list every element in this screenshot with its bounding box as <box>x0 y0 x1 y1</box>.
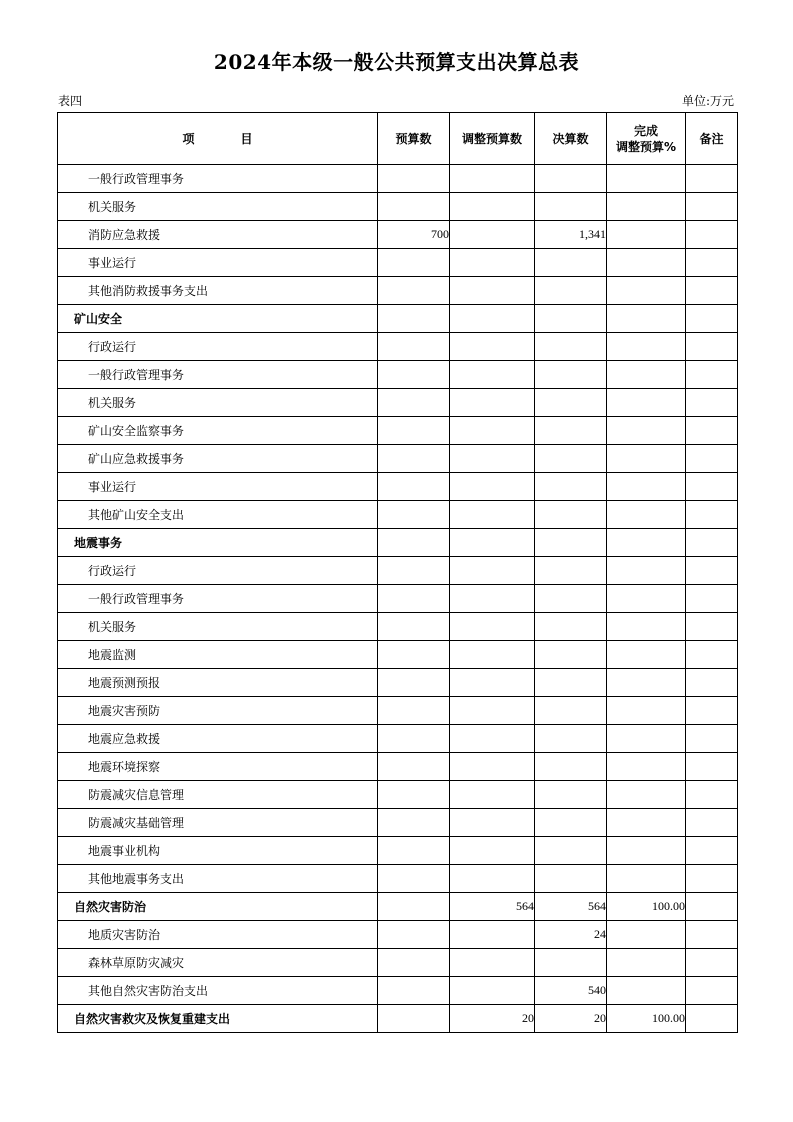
row-adjusted-cell <box>450 809 535 837</box>
row-adjusted-cell <box>450 753 535 781</box>
row-note-cell <box>686 585 738 613</box>
row-budget-cell: 700 <box>378 221 450 249</box>
table-row <box>58 557 738 585</box>
row-budget-cell <box>378 893 450 921</box>
row-final-cell <box>535 669 607 697</box>
row-item-cell: 行政运行 <box>58 557 378 585</box>
row-adjusted-cell <box>450 333 535 361</box>
row-final-cell <box>535 781 607 809</box>
row-completion-cell <box>607 697 686 725</box>
row-note-cell <box>686 557 738 585</box>
row-completion-cell <box>607 361 686 389</box>
row-budget-cell <box>378 165 450 193</box>
header-completion-line1: 完成 <box>633 123 658 138</box>
row-adjusted-cell <box>450 725 535 753</box>
row-item-cell: 机关服务 <box>58 613 378 641</box>
row-item-cell: 矿山安全监察事务 <box>58 417 378 445</box>
row-completion-cell <box>607 613 686 641</box>
row-item-cell: 矿山安全 <box>58 305 378 333</box>
table-row <box>58 221 738 249</box>
table-row <box>58 641 738 669</box>
row-final-cell <box>535 445 607 473</box>
row-budget-cell <box>378 193 450 221</box>
row-completion-cell <box>607 977 686 1005</box>
row-adjusted-cell <box>450 557 535 585</box>
row-adjusted-cell <box>450 361 535 389</box>
row-adjusted-cell <box>450 921 535 949</box>
row-final-cell <box>535 529 607 557</box>
row-completion-cell <box>607 669 686 697</box>
row-item-cell: 机关服务 <box>58 193 378 221</box>
row-note-cell <box>686 977 738 1005</box>
row-note-cell <box>686 921 738 949</box>
row-budget-cell <box>378 809 450 837</box>
row-final-cell <box>535 305 607 333</box>
table-row <box>58 893 738 921</box>
row-completion-cell <box>607 445 686 473</box>
row-adjusted-cell <box>450 445 535 473</box>
row-item-cell: 事业运行 <box>58 249 378 277</box>
header-final: 决算数 <box>535 113 607 165</box>
row-budget-cell <box>378 697 450 725</box>
table-row <box>58 417 738 445</box>
header-item-b: 目 <box>240 131 253 146</box>
row-completion-cell <box>607 753 686 781</box>
row-item-cell: 自然灾害救灾及恢复重建支出 <box>58 1005 378 1033</box>
row-note-cell <box>686 949 738 977</box>
table-row <box>58 473 738 501</box>
table-row <box>58 977 738 1005</box>
row-note-cell <box>686 781 738 809</box>
row-completion-cell <box>607 389 686 417</box>
row-final-cell <box>535 473 607 501</box>
table-row <box>58 809 738 837</box>
header-item-a: 项 <box>182 131 195 146</box>
row-completion-cell <box>607 585 686 613</box>
row-note-cell <box>686 1005 738 1033</box>
row-completion-cell <box>607 333 686 361</box>
row-final-cell <box>535 333 607 361</box>
header-item <box>58 113 378 165</box>
row-note-cell <box>686 501 738 529</box>
row-completion-cell <box>607 529 686 557</box>
row-completion-cell <box>607 249 686 277</box>
row-adjusted-cell <box>450 473 535 501</box>
row-completion-cell <box>607 277 686 305</box>
row-note-cell <box>686 473 738 501</box>
row-completion-cell <box>607 809 686 837</box>
table-row <box>58 165 738 193</box>
row-item-cell: 地震事务 <box>58 529 378 557</box>
row-note-cell <box>686 753 738 781</box>
row-completion-cell <box>607 557 686 585</box>
table-row <box>58 865 738 893</box>
row-completion-cell: 100.00 <box>607 1005 686 1033</box>
row-item-cell: 自然灾害防治 <box>58 893 378 921</box>
row-item-cell: 其他自然灾害防治支出 <box>58 977 378 1005</box>
row-completion-cell <box>607 725 686 753</box>
row-budget-cell <box>378 949 450 977</box>
row-note-cell <box>686 361 738 389</box>
row-adjusted-cell <box>450 417 535 445</box>
row-completion-cell: 100.00 <box>607 893 686 921</box>
table-row <box>58 781 738 809</box>
row-adjusted-cell <box>450 585 535 613</box>
row-completion-cell <box>607 165 686 193</box>
row-note-cell <box>686 193 738 221</box>
unit-label: 单位:万元 <box>681 94 734 108</box>
row-budget-cell <box>378 1005 450 1033</box>
row-adjusted-cell <box>450 277 535 305</box>
row-note-cell <box>686 809 738 837</box>
row-budget-cell <box>378 921 450 949</box>
row-note-cell <box>686 445 738 473</box>
header-adjusted: 调整预算数 <box>450 113 535 165</box>
row-item-cell: 地质灾害防治 <box>58 921 378 949</box>
row-note-cell <box>686 277 738 305</box>
row-note-cell <box>686 725 738 753</box>
row-note-cell <box>686 389 738 417</box>
row-adjusted-cell <box>450 781 535 809</box>
row-final-cell <box>535 949 607 977</box>
row-budget-cell <box>378 977 450 1005</box>
row-adjusted-cell <box>450 613 535 641</box>
row-item-cell: 地震监测 <box>58 641 378 669</box>
table-row <box>58 501 738 529</box>
header-budget: 预算数 <box>378 113 450 165</box>
row-item-cell: 一般行政管理事务 <box>58 585 378 613</box>
row-completion-cell <box>607 949 686 977</box>
row-note-cell <box>686 249 738 277</box>
row-adjusted-cell <box>450 501 535 529</box>
table-row <box>58 445 738 473</box>
row-final-cell <box>535 361 607 389</box>
row-completion-cell <box>607 417 686 445</box>
row-budget-cell <box>378 389 450 417</box>
header-row <box>58 113 738 165</box>
row-adjusted-cell <box>450 949 535 977</box>
row-budget-cell <box>378 837 450 865</box>
row-adjusted-cell: 564 <box>450 893 535 921</box>
table-number: 表四 <box>58 94 83 108</box>
row-adjusted-cell <box>450 697 535 725</box>
row-completion-cell <box>607 865 686 893</box>
row-adjusted-cell <box>450 305 535 333</box>
row-budget-cell <box>378 473 450 501</box>
table-row <box>58 837 738 865</box>
row-adjusted-cell <box>450 221 535 249</box>
row-note-cell <box>686 865 738 893</box>
row-final-cell: 24 <box>535 921 607 949</box>
row-completion-cell <box>607 193 686 221</box>
table-row <box>58 725 738 753</box>
row-final-cell <box>535 165 607 193</box>
row-adjusted-cell <box>450 641 535 669</box>
row-completion-cell <box>607 641 686 669</box>
row-adjusted-cell <box>450 529 535 557</box>
row-final-cell: 564 <box>535 893 607 921</box>
row-final-cell <box>535 641 607 669</box>
row-final-cell <box>535 865 607 893</box>
row-budget-cell <box>378 781 450 809</box>
row-budget-cell <box>378 277 450 305</box>
row-budget-cell <box>378 585 450 613</box>
row-note-cell <box>686 417 738 445</box>
row-final-cell <box>535 501 607 529</box>
row-item-cell: 行政运行 <box>58 333 378 361</box>
row-final-cell <box>535 249 607 277</box>
row-final-cell: 540 <box>535 977 607 1005</box>
table-row <box>58 305 738 333</box>
row-adjusted-cell <box>450 669 535 697</box>
header-completion <box>607 113 686 165</box>
row-final-cell <box>535 417 607 445</box>
row-final-cell <box>535 557 607 585</box>
row-note-cell <box>686 669 738 697</box>
header-note: 备注 <box>686 113 738 165</box>
table-row <box>58 1005 738 1033</box>
row-final-cell <box>535 277 607 305</box>
row-item-cell: 森林草原防灾减灾 <box>58 949 378 977</box>
row-note-cell <box>686 333 738 361</box>
row-final-cell <box>535 837 607 865</box>
row-note-cell <box>686 529 738 557</box>
row-item-cell: 防震减灾信息管理 <box>58 781 378 809</box>
row-item-cell: 一般行政管理事务 <box>58 361 378 389</box>
table-row <box>58 389 738 417</box>
row-final-cell <box>535 697 607 725</box>
row-budget-cell <box>378 305 450 333</box>
row-adjusted-cell <box>450 865 535 893</box>
row-budget-cell <box>378 249 450 277</box>
row-budget-cell <box>378 333 450 361</box>
row-adjusted-cell <box>450 165 535 193</box>
row-final-cell <box>535 809 607 837</box>
table-row <box>58 193 738 221</box>
row-final-cell <box>535 389 607 417</box>
row-final-cell <box>535 753 607 781</box>
table-row <box>58 949 738 977</box>
row-note-cell <box>686 893 738 921</box>
row-completion-cell <box>607 305 686 333</box>
row-adjusted-cell <box>450 193 535 221</box>
row-final-cell <box>535 725 607 753</box>
row-budget-cell <box>378 445 450 473</box>
row-final-cell <box>535 585 607 613</box>
row-item-cell: 地震应急救援 <box>58 725 378 753</box>
table-row <box>58 697 738 725</box>
row-final-cell <box>535 193 607 221</box>
row-item-cell: 其他消防救援事务支出 <box>58 277 378 305</box>
row-adjusted-cell <box>450 977 535 1005</box>
row-budget-cell <box>378 529 450 557</box>
row-item-cell: 机关服务 <box>58 389 378 417</box>
row-note-cell <box>686 641 738 669</box>
table-row <box>58 529 738 557</box>
row-final-cell: 1,341 <box>535 221 607 249</box>
header-completion-line2: 调整预算% <box>615 139 677 154</box>
row-completion-cell <box>607 837 686 865</box>
table-row <box>58 277 738 305</box>
budget-table <box>57 112 738 1033</box>
row-completion-cell <box>607 501 686 529</box>
row-note-cell <box>686 165 738 193</box>
table-row <box>58 613 738 641</box>
row-item-cell: 一般行政管理事务 <box>58 165 378 193</box>
row-budget-cell <box>378 361 450 389</box>
row-item-cell: 其他地震事务支出 <box>58 865 378 893</box>
table-row <box>58 753 738 781</box>
table-row <box>58 333 738 361</box>
row-item-cell: 消防应急救援 <box>58 221 378 249</box>
table-row <box>58 249 738 277</box>
row-completion-cell <box>607 473 686 501</box>
row-budget-cell <box>378 753 450 781</box>
row-completion-cell <box>607 921 686 949</box>
row-note-cell <box>686 221 738 249</box>
row-item-cell: 地震环境探察 <box>58 753 378 781</box>
row-budget-cell <box>378 865 450 893</box>
table-row <box>58 921 738 949</box>
row-item-cell: 矿山应急救援事务 <box>58 445 378 473</box>
row-budget-cell <box>378 641 450 669</box>
row-item-cell: 地震灾害预防 <box>58 697 378 725</box>
row-note-cell <box>686 305 738 333</box>
row-adjusted-cell <box>450 249 535 277</box>
row-item-cell: 其他矿山安全支出 <box>58 501 378 529</box>
row-adjusted-cell <box>450 389 535 417</box>
row-item-cell: 防震减灾基础管理 <box>58 809 378 837</box>
row-completion-cell <box>607 781 686 809</box>
row-budget-cell <box>378 501 450 529</box>
row-budget-cell <box>378 669 450 697</box>
row-budget-cell <box>378 417 450 445</box>
table-row <box>58 361 738 389</box>
row-note-cell <box>686 697 738 725</box>
row-final-cell <box>535 613 607 641</box>
row-item-cell: 事业运行 <box>58 473 378 501</box>
row-budget-cell <box>378 557 450 585</box>
table-row <box>58 585 738 613</box>
row-adjusted-cell: 20 <box>450 1005 535 1033</box>
table-row <box>58 669 738 697</box>
row-completion-cell <box>607 221 686 249</box>
row-adjusted-cell <box>450 837 535 865</box>
row-budget-cell <box>378 613 450 641</box>
row-final-cell: 20 <box>535 1005 607 1033</box>
row-note-cell <box>686 837 738 865</box>
row-budget-cell <box>378 725 450 753</box>
row-note-cell <box>686 613 738 641</box>
row-item-cell: 地震事业机构 <box>58 837 378 865</box>
page-title: 2024年本级一般公共预算支出决算总表 <box>213 50 580 74</box>
row-item-cell: 地震预测预报 <box>58 669 378 697</box>
